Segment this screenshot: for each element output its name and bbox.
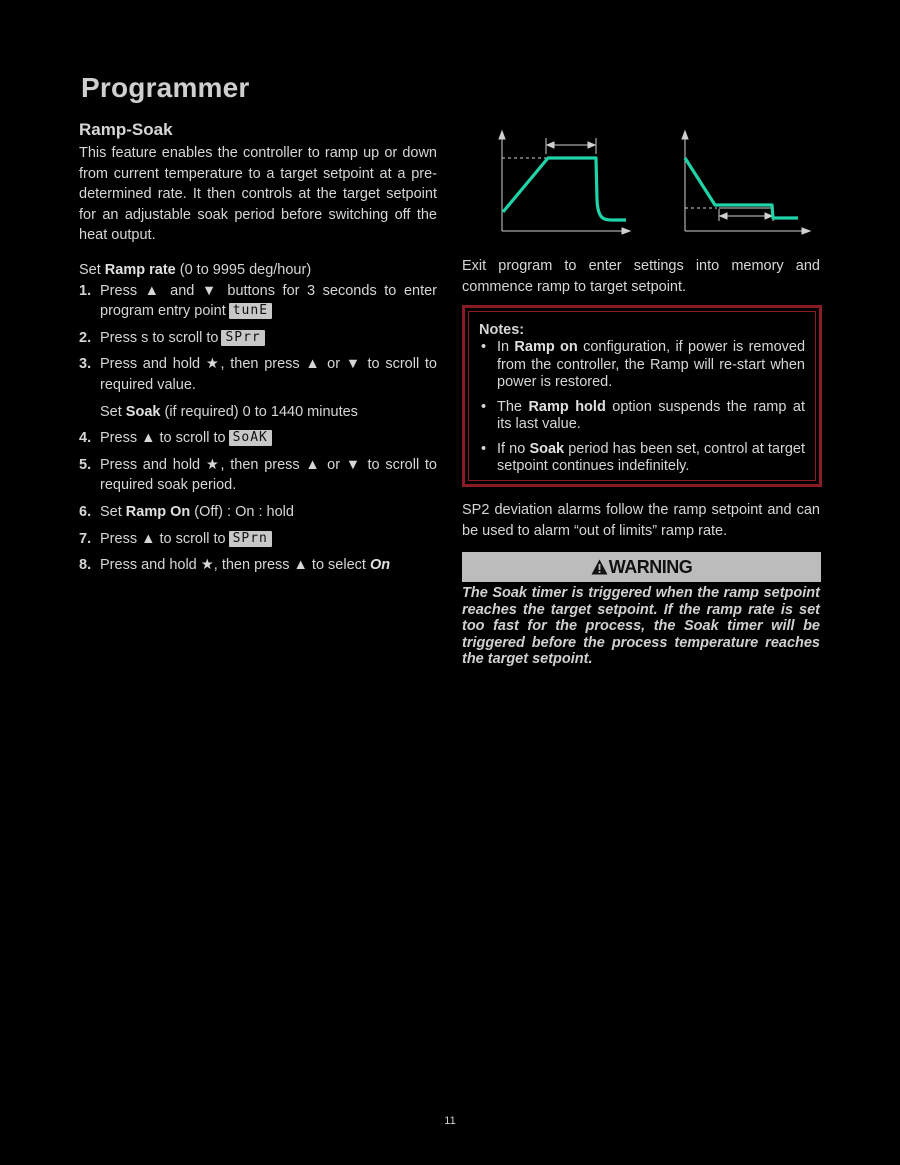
lcd-display-sprn: SPrn — [229, 531, 272, 547]
soak-suffix: (if required) 0 to 1440 minutes — [160, 403, 358, 420]
ramp-rate-suffix: (0 to 9995 deg/hour) — [175, 261, 312, 278]
exit-paragraph: Exit program to enter settings into memory and commence ramp to target setpoint. — [462, 258, 820, 295]
note-item — [479, 399, 805, 434]
ramp-soak-diagrams — [490, 128, 820, 238]
x-axis-arrow — [802, 228, 810, 234]
notes-title: Notes: — [479, 322, 525, 338]
note-text: In — [497, 339, 515, 355]
step-number: 6. — [79, 503, 92, 520]
note-bold: Ramp hold — [528, 398, 606, 415]
note-text-suffix: configuration, if power is removed from the controller, the Ramp will re-start when power is restored. — [497, 339, 806, 390]
note-bold: Ramp on — [514, 339, 578, 355]
note-item — [479, 441, 805, 476]
page-title: Programmer — [81, 72, 250, 103]
soak-arrow-left — [547, 142, 554, 148]
section-heading: Ramp-Soak — [79, 120, 173, 139]
note-text-suffix: option suspends the ramp at its last value. — [497, 398, 805, 432]
step-bold: Ramp On — [125, 503, 191, 520]
y-axis-arrow — [499, 131, 505, 139]
step-number: 7. — [79, 530, 92, 547]
step-text: Press ▲ to scroll to — [100, 430, 226, 447]
sp2-paragraph: SP2 deviation alarms follow the ramp setpoint and can be used to alarm “out of limits” ramp rate. — [462, 502, 820, 539]
soak-bold: Soak — [125, 403, 161, 420]
step-number: 5. — [79, 456, 92, 473]
ramp-rate-bold: Ramp rate — [104, 261, 176, 278]
soak-prefix: Set — [100, 403, 126, 420]
notes-box — [462, 305, 822, 487]
soak-arrow-left — [720, 213, 727, 219]
ramp-up-diagram — [499, 131, 630, 234]
step-text-suffix: (Off) : On : hold — [190, 503, 294, 520]
step-8 — [79, 555, 437, 576]
step-2 — [79, 328, 437, 349]
notes-box-inner — [468, 311, 816, 481]
step-3 — [79, 354, 437, 395]
steps-list-continued — [79, 428, 437, 576]
step-number: 1. — [79, 282, 92, 299]
soak-arrow-right — [765, 213, 772, 219]
lcd-display-tune: tunE — [229, 303, 272, 319]
step-text: Press s to scroll to — [100, 329, 219, 346]
step-7 — [79, 529, 437, 550]
note-item — [479, 339, 805, 392]
page-number: 11 — [444, 1115, 456, 1127]
step-number: 4. — [79, 430, 92, 447]
warning-label: WARNING — [608, 557, 693, 577]
step-bold-italic: On — [369, 557, 391, 574]
step-text: Press and hold ★, then press ▲ or ▼ to scroll to required soak period. — [100, 456, 437, 494]
note-text: The — [497, 398, 529, 415]
step-text: Press and hold ★, then press ▲ or ▼ to scroll to required value. — [100, 356, 437, 393]
ramp-up-trace — [503, 158, 626, 220]
note-bold: Soak — [529, 440, 565, 457]
left-column — [79, 120, 437, 582]
step-text: Press ▲ to scroll to — [100, 530, 226, 547]
step-text: Press and hold ★, then press ▲ to select — [100, 557, 370, 574]
ramp-down-diagram — [682, 131, 810, 234]
step-6 — [79, 502, 437, 523]
steps-list — [79, 281, 437, 396]
ramp-rate-line — [79, 260, 437, 281]
bullet-icon: • — [481, 339, 487, 355]
step-text: Set — [100, 503, 126, 520]
step-number: 3. — [79, 356, 92, 373]
step-1 — [79, 281, 437, 322]
step-5 — [79, 455, 437, 496]
lcd-display-sprr: SPrr — [221, 330, 264, 346]
bullet-icon: • — [481, 440, 487, 457]
intro-paragraph: This feature enables the controller to ramp up or down from current temperature to a target setpoint at a pre-determined rate. It then controls at the target setpoint for an adjustable soak period before switching off the heat output. — [79, 145, 437, 244]
notes-list — [479, 339, 805, 476]
warning-text: The Soak timer is triggered when the ramp setpoint reaches the target setpoint. If the ramp rate is set too fast for the process, the Soak timer will be triggered before the process temperature reaches the target setpoint. — [462, 585, 820, 667]
ramp-rate-prefix: Set — [79, 261, 105, 278]
lcd-display-soak: SoAK — [229, 430, 272, 446]
soak-line — [79, 402, 437, 423]
step-number: 2. — [79, 329, 92, 346]
soak-arrow-right — [588, 142, 595, 148]
step-4 — [79, 428, 437, 449]
note-text: If no — [497, 440, 530, 457]
note-text-suffix: period has been set, control at target setpoint continues indefinitely. — [497, 440, 805, 474]
bullet-icon: • — [481, 398, 487, 415]
y-axis-arrow — [682, 131, 688, 139]
warning-triangle-icon — [591, 559, 608, 575]
step-text: Press ▲ and ▼ buttons for 3 seconds to enter program entry point — [100, 282, 437, 320]
x-axis-arrow — [622, 228, 630, 234]
ramp-down-trace — [685, 158, 798, 218]
warning-bar — [462, 552, 821, 582]
step-number: 8. — [79, 557, 92, 574]
